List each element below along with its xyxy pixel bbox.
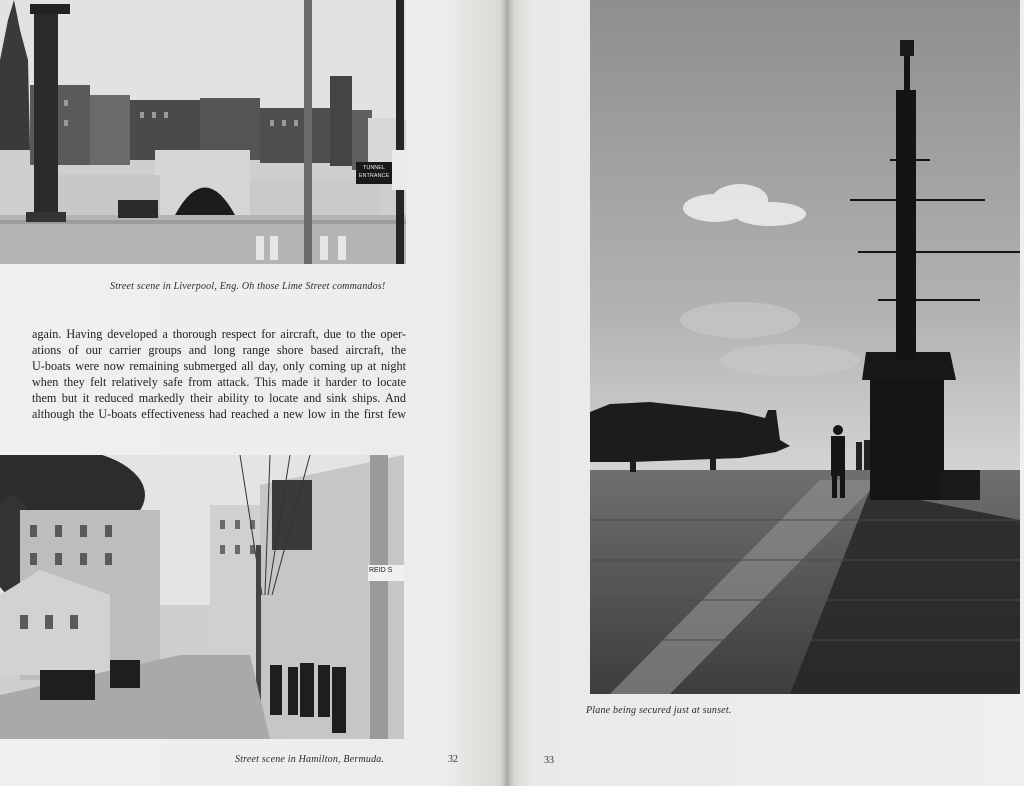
page-number-left: 32 [448,754,458,765]
liverpool-caption: Street scene in Liverpool, Eng. Oh those Lime Street commandos! [110,281,386,292]
body-line: although the U-boats effectiveness had reached a new low in the first few [32,407,406,421]
right-page [506,0,1024,786]
hamilton-caption: Street scene in Hamilton, Bermuda. [235,754,385,765]
hamilton-street-photo [0,455,404,739]
reid-street-sign: REID S [369,567,393,574]
body-line: them but it reduced markedly their ability to locate and sink ships. And [32,391,406,405]
body-line: U-boats were now remaining submerged all day, only coming up at night [32,359,406,373]
liverpool-street-photo [0,0,406,264]
carrier-caption: Plane being secured just at sunset. [586,705,732,716]
body-line: ations of our carrier groups and long range shore based aircraft, the [32,343,406,357]
tunnel-entrance-sign: TUNNEL ENTRANCE [358,165,390,179]
page-number-right: 33 [544,755,554,766]
body-line: again. Having developed a thorough respect for aircraft, due to the oper- [32,327,406,341]
body-text [32,326,406,422]
body-line: when they felt relatively safe from attack. This made it harder to locate [32,375,406,389]
left-page [0,0,506,786]
book-gutter [500,0,514,786]
carrier-sunset-photo [590,0,1020,694]
